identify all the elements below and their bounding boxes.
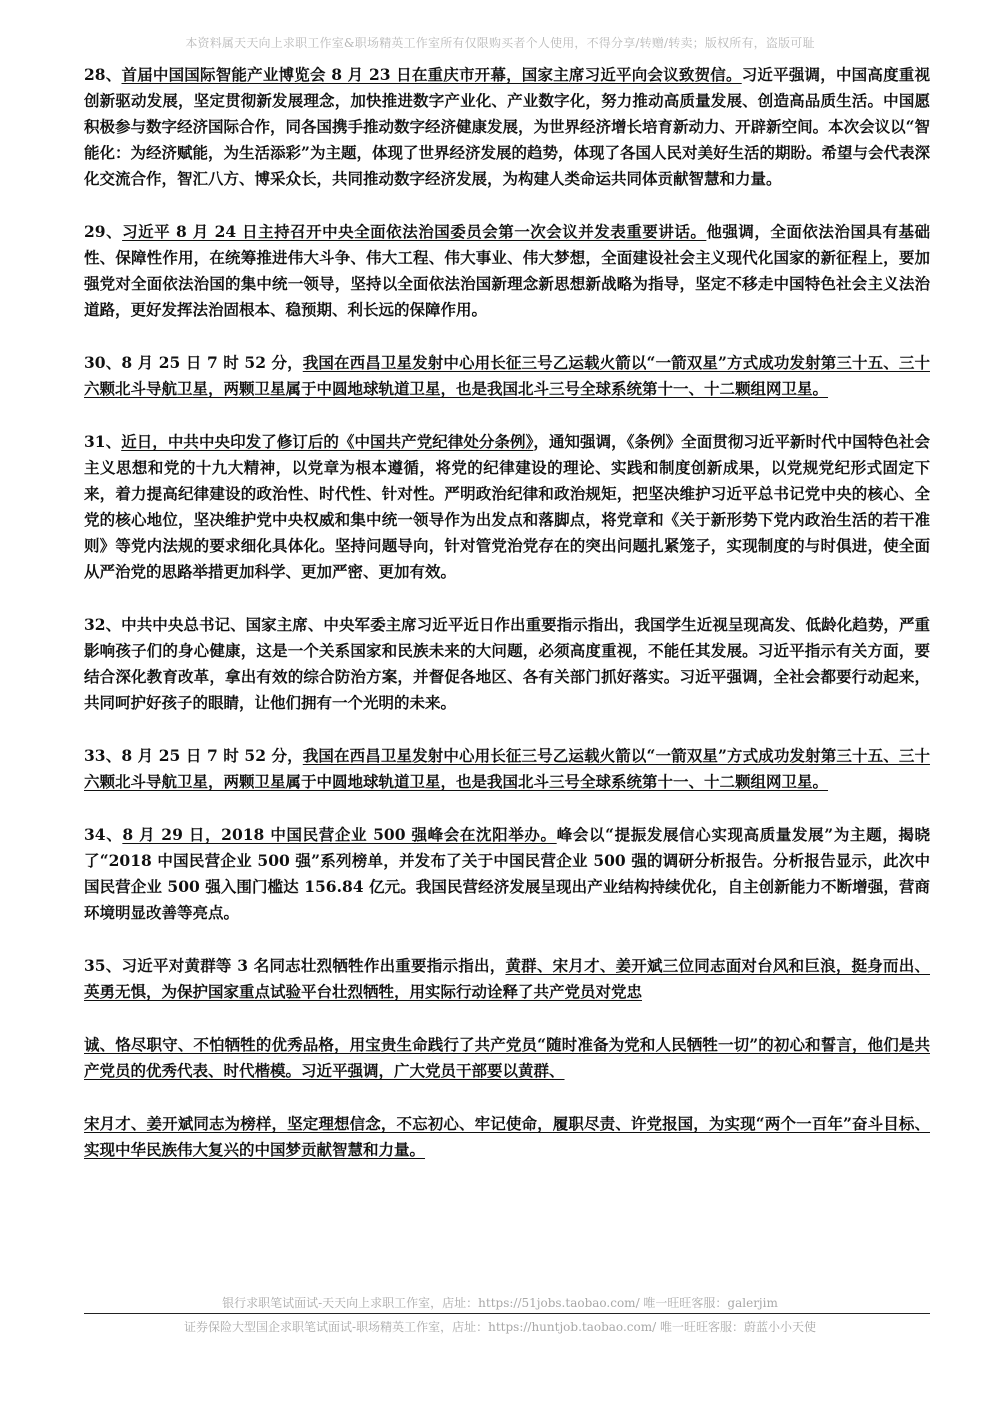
item-body: ，通知强调，《条例》全面贯彻习近平新时代中国特色社会主义思想和党的十九大精神，以党章为根本遵循，将党的纪律建设的理论、实践和制度创新成果，以党规党纪形式固定下来，着力提高纪律建设的政治性、时代性、针对性。严明政治纪律和政治规矩，把坚决维护习近平总书记党中央的核心、全党的核心地位，坚决维护党中央权威和集中统一领导作为出发点和落脚点，将党章和《关于新形势下党内政治生活的若干准则》等党内法规的要求细化具体化。坚持问题导向，针对管党治党存在的突出问题扎紧笼子，实现制度的与时俱进，使全面从严治党的思路举措更加科学、更加严密、更加有效。 xyxy=(84,432,930,581)
news-item-35-continued xyxy=(84,1032,930,1084)
footer-shop-line-1: 银行求职笔试面试-天天向上求职工作室，店址：https://51jobs.taobao.com/ 唯一旺旺客服：galerjim xyxy=(222,1296,778,1310)
item-number: 29、 xyxy=(84,222,123,241)
news-item-28 xyxy=(84,62,930,192)
news-item-29 xyxy=(84,219,930,323)
underlined-text: 宋月才、姜开斌同志为榜样，坚定理想信念，不忘初心、牢记使命，履职尽责、许党报国，为实现“两个一百年”奋斗目标、实现中华民族伟大复兴的中国梦贡献智慧和力量。 xyxy=(84,1114,930,1159)
underlined-headline: 首届中国国际智能产业博览会 8 月 23 日在重庆市开幕，国家主席习近平向会议致贺信。 xyxy=(121,65,742,84)
item-number: 30、8 月 25 日 7 时 52 分， xyxy=(84,353,303,372)
item-number: 34、 xyxy=(84,825,123,844)
underlined-headline: 黄群、宋月才、姜开斌三位同志面对台风和巨浪，挺身而出、英勇无惧，为保护国家重点试验平台壮烈牺牲，用实际行动诠释了共产党员对党忠 xyxy=(84,956,930,1001)
underlined-headline: 习近平 8 月 24 日主持召开中央全面依法治国委员会第一次会议并发表重要讲话。 xyxy=(122,222,707,241)
item-number: 31、 xyxy=(84,432,122,451)
underlined-text: 诚、恪尽职守、不怕牺牲的优秀品格，用宝贵生命践行了共产党员“随时准备为党和人民牺牲一切”的初心和誓言，他们是共产党员的优秀代表、时代楷模。习近平强调，广大党员干部要以黄群、 xyxy=(84,1035,930,1080)
item-number: 33、8 月 25 日 7 时 52 分， xyxy=(84,746,303,765)
underlined-headline: 我国在西昌卫星发射中心用长征三号乙运载火箭以“一箭双星”方式成功发射第三十五、三十六颗北斗导航卫星，两颗卫星属于中圆地球轨道卫星，也是我国北斗三号全球系统第十一、十二颗组网卫星。 xyxy=(84,746,930,791)
item-body: 32、中共中央总书记、国家主席、中央军委主席习近平近日作出重要指示指出，我国学生近视呈现高发、低龄化趋势，严重影响孩子们的身心健康，这是一个关系国家和民族未来的大问题，必须高度重视，不能任其发展。习近平指示有关方面，要结合深化教育改革，拿出有效的综合防治方案，并督促各地区、各有关部门抓好落实。习近平强调，全社会都要行动起来，共同呵护好孩子的眼睛，让他们拥有一个光明的未来。 xyxy=(84,615,930,712)
news-item-35-end xyxy=(84,1111,930,1163)
news-item-32 xyxy=(84,612,930,716)
news-item-35 xyxy=(84,953,930,1005)
news-item-30 xyxy=(84,350,930,402)
header-watermark: 本资料属天天向上求职工作室&职场精英工作室所有仅限购买者个人使用，不得分享/转赠/转卖；版权所有，盗版可耻 xyxy=(185,36,815,50)
news-item-31 xyxy=(84,429,930,585)
item-number: 35、习近平对黄群等 3 名同志壮烈牺牲作出重要指示指出， xyxy=(84,956,506,975)
item-body: 他强调，全面依法治国具有基础性、保障性作用，在统筹推进伟大斗争、伟大工程、伟大事业、伟大梦想，全面建设社会主义现代化国家的新征程上，要加强党对全面依法治国的集中统一领导，坚持以全面依法治国新理念新思想新战略为指导，坚定不移走中国特色社会主义法治道路，更好发挥法治固根本、稳预期、利长远的保障作用。 xyxy=(84,222,930,319)
item-number: 28、 xyxy=(84,65,122,84)
footer-shop-line-2: 证券保险大型国企求职笔试面试-职场精英工作室，店址：https://huntjob.taobao.com/ 唯一旺旺客服：蔚蓝小小天使 xyxy=(184,1320,816,1334)
item-body: 习近平强调，中国高度重视创新驱动发展，坚定贯彻新发展理念，加快推进数字产业化、产业数字化，努力推动高质量发展、创造高品质生活。中国愿积极参与数字经济国际合作，同各国携手推动数字经济健康发展，为世界经济增长培育新动力、开辟新空间。本次会议以“智能化：为经济赋能，为生活添彩”为主题，体现了世界经济发展的趋势，体现了各国人民对美好生活的期盼。希望与会代表深化交流合作，智汇八方、博采众长，共同推动数字经济发展，为构建人类命运共同体贡献智慧和力量。 xyxy=(84,65,930,188)
item-body: 峰会以“提振发展信心实现高质量发展”为主题，揭晓了“2018 中国民营企业 500 强”系列榜单，并发布了关于中国民营企业 500 强的调研分析报告。分析报告显示，此次中国民营企业 500 强入围门槛达 156.84 亿元。我国民营经济发展呈现出产业结构持续优化，自主创新能力不断增强，营商环境明显改善等亮点。 xyxy=(84,825,930,922)
footer-divider xyxy=(84,1313,930,1314)
underlined-headline: 我国在西昌卫星发射中心用长征三号乙运载火箭以“一箭双星”方式成功发射第三十五、三十六颗北斗导航卫星，两颗卫星属于中圆地球轨道卫星，也是我国北斗三号全球系统第十一、十二颗组网卫星。 xyxy=(84,353,930,398)
underlined-headline: 近日，中共中央印发了修订后的《中国共产党纪律处分条例》 xyxy=(121,432,534,451)
news-item-33 xyxy=(84,743,930,795)
document-body xyxy=(84,62,930,1190)
news-item-34 xyxy=(84,822,930,926)
underlined-headline: 8 月 29 日，2018 中国民营企业 500 强峰会在沈阳举办。 xyxy=(122,825,557,844)
